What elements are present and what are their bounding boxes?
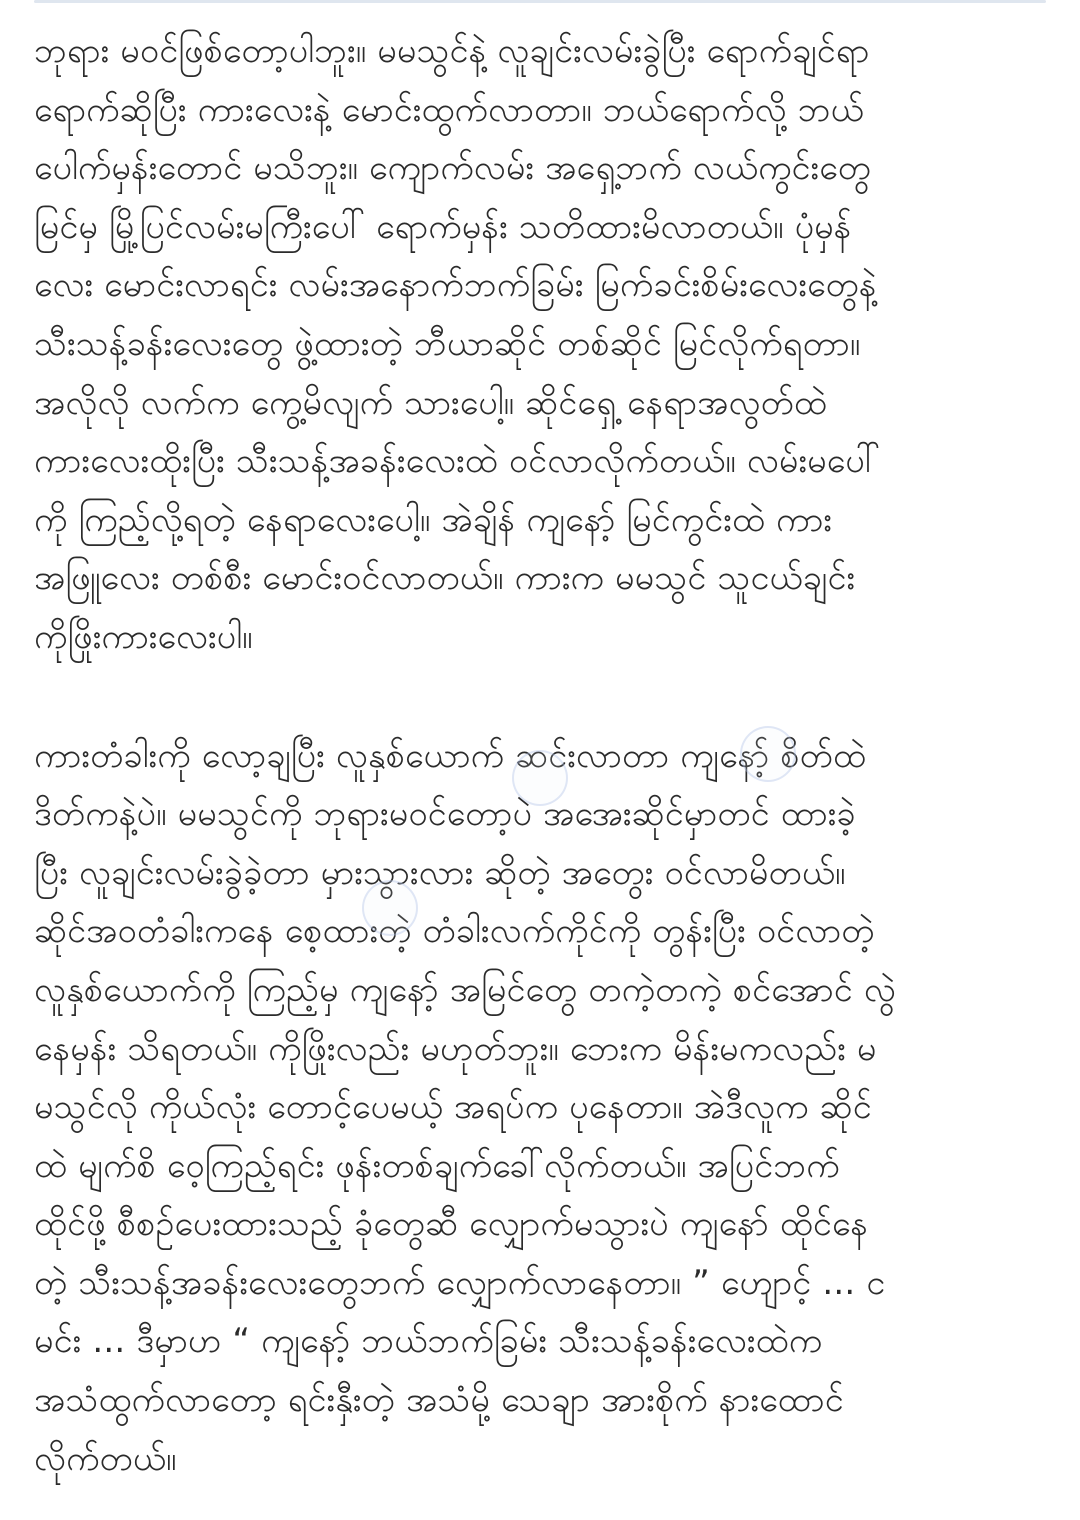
text-line: နေမှန်း သိရတယ်။ ကိုဖြိုးလည်း မဟုတ်ဘူး။ ဘေးက မိန်းမကလည်း မ xyxy=(34,1028,877,1069)
text-line: လူနှစ်ယောက်ကို ကြည့်မှ ကျနော့် အမြင်တွေ တကဲ့တကဲ့ စင်အောင် လွဲ xyxy=(34,969,896,1010)
text-line: ဆိုင်အဝတံခါးကနေ စေ့ထားတဲ့ တံခါးလက်ကိုင်ကို တွန်းပြီး ဝင်လာတဲ့ xyxy=(34,911,875,952)
text-line: မြင်မှ မြို့ပြင်လမ်းမကြီးပေါ် ရောက်မှန်း သတိထားမိလာတယ်။ ပုံမှန် xyxy=(34,206,852,247)
text-line: ထဲ မျက်စိ ဝေ့ကြည့်ရင်း ဖုန်းတစ်ချက်ခေါ်လိုက်တယ်။ အပြင်ဘက် xyxy=(34,1145,840,1186)
text-line: ပြီး လူချင်းလမ်းခွဲခဲ့တာ မှားသွားလား ဆိုတဲ့ အတွေး ဝင်လာမိတယ်။ xyxy=(34,852,846,893)
text-line: အသံထွက်လာတော့ ရင်းနှီးတဲ့ အသံမို့ သေချာ အားစိုက် နားထောင် xyxy=(34,1380,844,1421)
text-line: မသွင်လို ကိုယ်လုံး တောင့်ပေမယ့် အရပ်က ပုနေတာ။ အဲဒီလူက ဆိုင် xyxy=(34,1087,872,1128)
text-line: ဒိတ်ကနဲ့ပဲ။ မမသွင်ကို ဘုရားမဝင်တော့ပဲ အအေးဆိုင်မှာတင် ထားခဲ့ xyxy=(34,794,856,835)
text-line: လိုက်တယ်။ xyxy=(34,1438,177,1479)
top-divider xyxy=(34,0,1046,3)
paragraph-spacer xyxy=(34,667,1058,727)
text-line: ထိုင်ဖို့ စီစဉ်ပေးထားသည့် ခုံတွေဆီ လျှောက်မသွားပဲ ကျနော် ထိုင်နေ xyxy=(34,1204,869,1245)
touch-indicator xyxy=(512,750,568,806)
text-line: ပေါက်မှန်းတောင် မသိဘူး။ ကျောက်လမ်း အရှေ့ဘက် လယ်ကွင်းတွေ xyxy=(34,148,872,189)
text-line: မင်း ... ဒီမှာဟ “ ကျနော့် ဘယ်ဘက်ခြမ်း သီးသန့်ခန်းလေးထဲက xyxy=(34,1321,823,1362)
touch-indicator xyxy=(740,726,796,782)
paragraph-2 xyxy=(34,727,1058,1489)
text-line: အလိုလို လက်က ကွေ့မိလျက် သားပေါ့။ ဆိုင်ရှေ့ နေရာအလွတ်ထဲ xyxy=(34,382,827,423)
text-line: အဖြူလေး တစ်စီး မောင်းဝင်လာတယ်။ ကားက မမသွင် သူငယ်ချင်း xyxy=(34,558,856,599)
paragraph-1 xyxy=(34,22,1058,667)
text-line: ကို ကြည့်လို့ရတဲ့ နေရာလေးပေါ့။ အဲချိန် ကျနော့် မြင်ကွင်းထဲ ကား xyxy=(34,499,833,540)
text-line: သီးသန့်ခန်းလေးတွေ ဖွဲ့ထားတဲ့ ဘီယာဆိုင် တစ်ဆိုင် မြင်လိုက်ရတာ။ xyxy=(34,323,861,364)
text-line: ဘုရား မဝင်ဖြစ်တော့ပါဘူး။ မမသွင်နဲ့ လူချင်းလမ်းခွဲပြီး ရောက်ချင်ရာ xyxy=(34,31,870,71)
text-line: ရောက်ဆိုပြီး ကားလေးနဲ့ မောင်းထွက်လာတာ။ ဘယ်ရောက်လို့ ဘယ် xyxy=(34,89,864,130)
text-line: ကားတံခါးကို လော့ချပြီး လူနှစ်ယောက် ဆင်းလာတာ ကျနော့် စိတ်ထဲ xyxy=(34,735,867,776)
text-line: ကားလေးထိုးပြီး သီးသန့်အခန်းလေးထဲ ဝင်လာလိုက်တယ်။ လမ်းမပေါ် xyxy=(34,441,881,482)
text-line: တဲ့ သီးသန့်အခန်းလေးတွေဘက် လျှောက်လာနေတာ။ ” ဟျောင့် ... င xyxy=(34,1262,886,1303)
text-line: ကိုဖြိုးကားလေးပါ။ xyxy=(34,616,253,657)
touch-indicator xyxy=(362,880,418,936)
text-line: လေး မောင်းလာရင်း လမ်းအနောက်ဘက်ခြမ်း မြက်ခင်းစိမ်းလေးတွေနဲ့ xyxy=(34,265,877,306)
